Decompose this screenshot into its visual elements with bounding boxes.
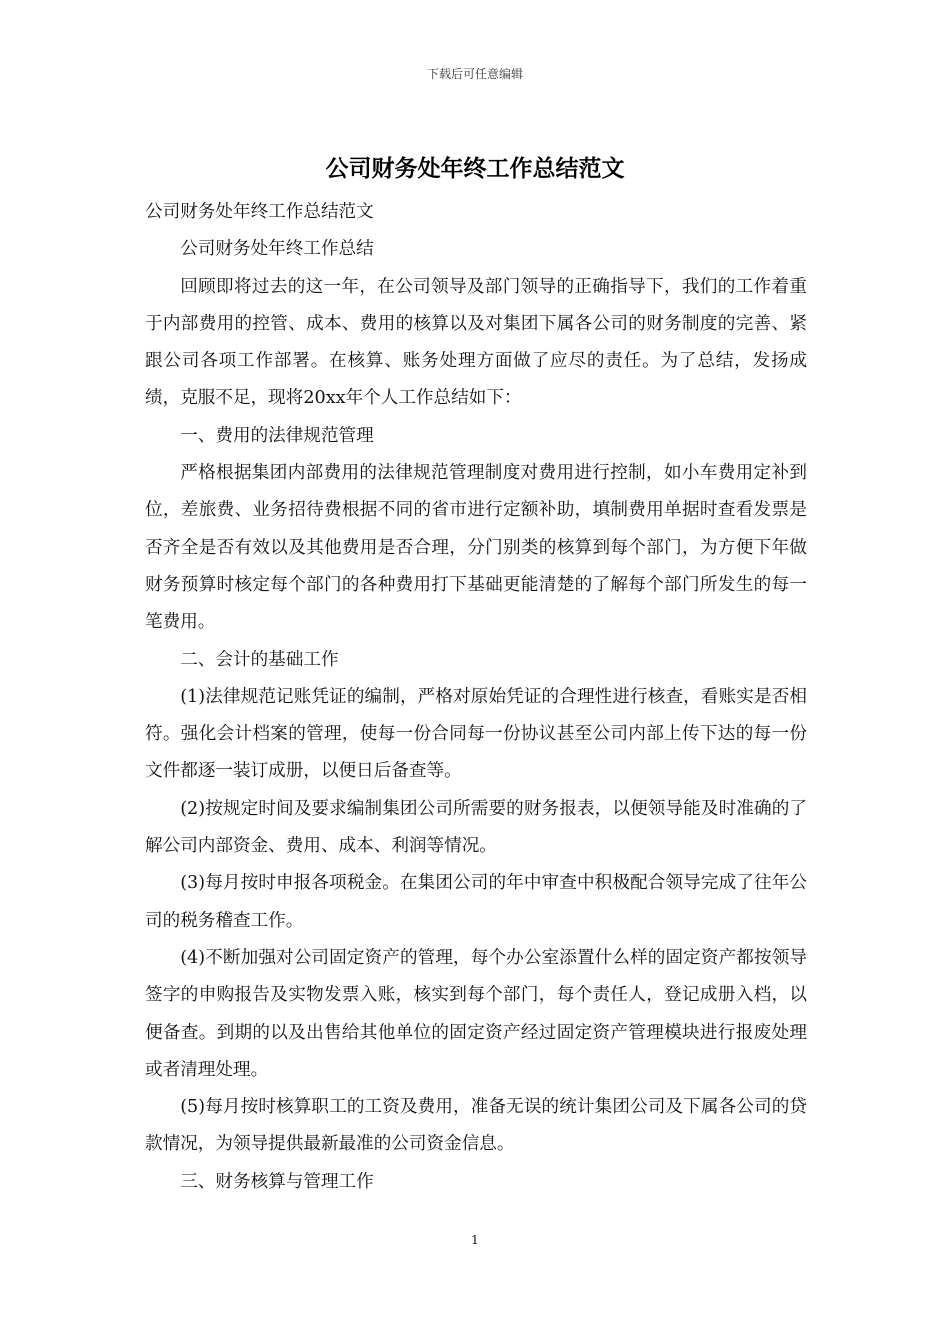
paragraph: 回顾即将过去的这一年，在公司领导及部门领导的正确指导下，我们的工作着重于内部费用的控管、成本、费用的核算以及对集团下属各公司的财务制度的完善、紧跟公司各项工作部署。在核算、账务处理方面做了应尽的责任。为了总结，发扬成绩，克服不足，现将20xx年个人工作总结如下：: [145, 276, 807, 409]
paragraph: (5)每月按时核算职工的工资及费用，准备无误的统计集团公司及下属各公司的贷款情况，为领导提供最新最准的公司资金信息。: [145, 1097, 807, 1155]
section-heading: 一、费用的法律规范管理: [180, 425, 374, 446]
paragraph: 严格根据集团内部费用的法律规范管理制度对费用进行控制，如小车费用定补到位，差旅费、业务招待费根据不同的省市进行定额补助，填制费用单据时查看发票是否齐全是否有效以及其他费用是否合理，分门别类的核算到每个部门，为方便下年做财务预算时核定每个部门的各种费用打下基础更能清楚的了解每个部门所发生的每一笔费用。: [145, 463, 807, 633]
paragraph: 公司财务处年终工作总结: [180, 239, 374, 260]
paragraph: 公司财务处年终工作总结范文: [145, 202, 374, 222]
section-heading: 二、会计的基础工作: [180, 649, 339, 670]
document-body: [145, 194, 807, 1201]
page-number: 1: [471, 1233, 479, 1247]
section-heading: 三、财务核算与管理工作: [180, 1171, 374, 1192]
paragraph: (4)不断加强对公司固定资产的管理，每个办公室添置什么样的固定资产都按领导签字的申购报告及实物发票入账，核实到每个部门，每个责任人，登记成册入档，以便备查。到期的以及出售给其他单位的固定资产经过固定资产管理模块进行报废处理或者清理处理。: [145, 947, 807, 1080]
paragraph: (2)按规定时间及要求编制集团公司所需要的财务报表，以便领导能及时准确的了解公司内部资金、费用、成本、利润等情况。: [145, 798, 807, 857]
running-header: 下载后可任意编辑: [426, 67, 523, 81]
paragraph: (3)每月按时申报各项税金。在集团公司的年中审查中积极配合领导完成了往年公司的税务稽查工作。: [145, 873, 807, 931]
document-title: 公司财务处年终工作总结范文: [325, 156, 625, 182]
paragraph: (1)法律规范记账凭证的编制，严格对原始凭证的合理性进行核查，看账实是否相符。强化会计档案的管理，使每一份合同每一份协议甚至公司内部上传下达的每一份文件都逐一装订成册，以便日后备查等。: [145, 686, 807, 782]
